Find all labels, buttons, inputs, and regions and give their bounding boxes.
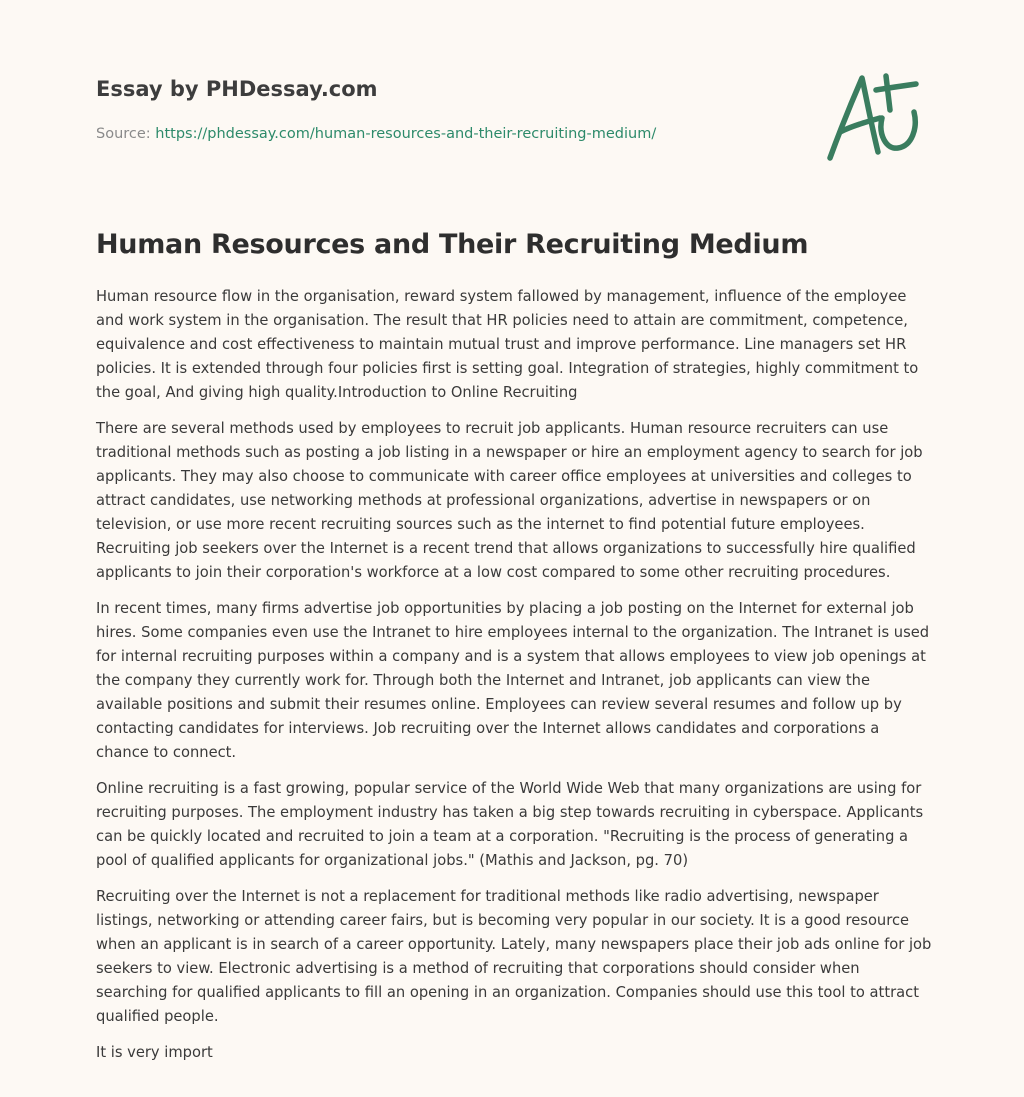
article-paragraph: In recent times, many firms advertise job opportunities by placing a job posting on the Internet for external job hires. Some companies even use the Intranet to hire employees internal to the organization. The Intranet is used for internal recruiting purposes within a company and is a system that allows employees to view job openings at the company they currently work for. Through both the Internet and Intranet, job applicants can view the available positions and submit their resumes online. Employees can review several resumes and follow up by contacting candidates for interviews. Job recruiting over the Internet allows candidates and corporations a chance to connect. [96,600,930,761]
source-label: Source: [96,126,151,142]
article-paragraph: Recruiting over the Internet is not a replacement for traditional methods like radio advertising, newspaper listings, networking or attending career fairs, but is becoming very popular in our society. It is a good resource when an applicant is in search of a career opportunity. Lately, many newspapers place their job ads online for job seekers to view. Electronic advertising is a method of recruiting that corporations should consider when searching for qualified applicants to fill an opening in an organization. Companies should use this tool to attract qualified people. [96,888,932,1025]
article-paragraph: Online recruiting is a fast growing, popular service of the World Wide Web that many organizations are using for recruiting purposes. The employment industry has taken a big step towards recruiting in cyberspace. Applicants can be quickly located and recruited to join a team at a corporation. "Recruiting is the process of generating a pool of qualified applicants for organizational jobs." (Mathis and Jackson, pg. 70) [96,780,924,869]
page-header [96,74,796,144]
article-title: Human Resources and Their Recruiting Medium [96,229,809,260]
source-link[interactable]: https://phdessay.com/human-resources-and-their-recruiting-medium/ [155,126,657,142]
article-body [96,285,932,1077]
brand-title: Essay by PHDessay.com [96,77,378,101]
article-paragraph: Human resource flow in the organisation, reward system fallowed by management, influence of the employee and work system in the organisation. The result that HR policies need to attain are commitment, competence, equivalence and cost effectiveness to maintain mutual trust and improve performance. Line managers set HR policies. It is extended through four policies first is setting goal. Integration of strategies, highly commitment to the goal, And giving high quality.Introduction to Online Recruiting [96,288,919,401]
article-paragraph: It is very import [96,1044,213,1061]
article-paragraph: There are several methods used by employees to recruit job applicants. Human resource recruiters can use traditional methods such as posting a job listing in a newspaper or hire an employment agency to search for job applicants. They may also choose to communicate with career office employees at universities and colleges to attract candidates, use networking methods at professional organizations, advertise in newspapers or on television, or use more recent recruiting sources such as the internet to find potential future employees. Recruiting job seekers over the Internet is a recent trend that allows organizations to successfully hire qualified applicants to join their corporation's workforce at a low cost compared to some other recruiting procedures. [96,420,923,581]
source-line [96,124,796,144]
a-plus-logo-icon [822,66,932,166]
